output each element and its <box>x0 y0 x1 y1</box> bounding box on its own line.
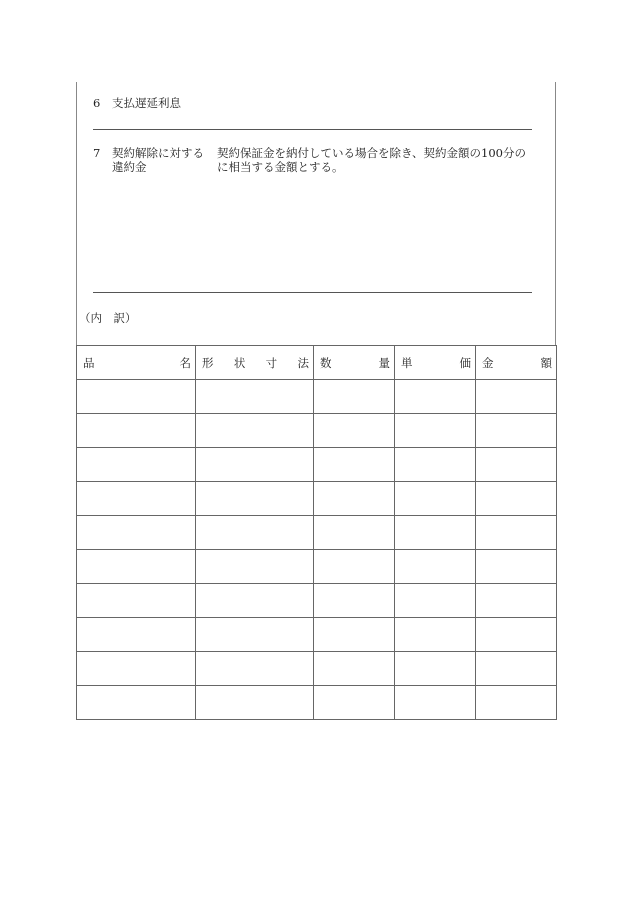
table-row <box>77 652 557 686</box>
table-cell[interactable] <box>196 448 314 482</box>
table-cell[interactable] <box>314 652 395 686</box>
table-cell[interactable] <box>314 448 395 482</box>
table-cell[interactable] <box>314 482 395 516</box>
item-7-body: 契約保証金を納付している場合を除き、契約金額の100分の <box>217 146 526 160</box>
table-cell[interactable] <box>476 516 557 550</box>
table-row <box>77 482 557 516</box>
table-cell[interactable] <box>77 686 196 720</box>
table-cell[interactable] <box>395 584 476 618</box>
header-quantity: 数 量 <box>314 346 395 380</box>
table-cell[interactable] <box>476 652 557 686</box>
table-cell[interactable] <box>196 380 314 414</box>
table-cell[interactable] <box>77 584 196 618</box>
table-cell[interactable] <box>395 380 476 414</box>
table-cell[interactable] <box>196 584 314 618</box>
table-cell[interactable] <box>476 584 557 618</box>
divider-line <box>93 292 532 293</box>
table-cell[interactable] <box>395 482 476 516</box>
table-cell[interactable] <box>314 686 395 720</box>
table-cell[interactable] <box>395 686 476 720</box>
table-cell[interactable] <box>196 516 314 550</box>
table-cell[interactable] <box>77 550 196 584</box>
table-cell[interactable] <box>77 414 196 448</box>
table-cell[interactable] <box>196 414 314 448</box>
item-7-title-line2: 違約金 <box>112 160 147 174</box>
table-cell[interactable] <box>314 550 395 584</box>
item-7-number: 7 <box>93 146 101 160</box>
table-cell[interactable] <box>314 414 395 448</box>
item-7-body-line2: に相当する金額とする。 <box>217 160 344 174</box>
table-cell[interactable] <box>395 652 476 686</box>
table-cell[interactable] <box>476 550 557 584</box>
divider-line <box>93 129 532 130</box>
table-row <box>77 618 557 652</box>
breakdown-label: （内 訳） <box>79 311 137 325</box>
header-amount: 金 額 <box>476 346 557 380</box>
table-cell[interactable] <box>196 686 314 720</box>
header-shape-size: 形 状 寸 法 <box>196 346 314 380</box>
table-cell[interactable] <box>314 584 395 618</box>
table-cell[interactable] <box>77 482 196 516</box>
table-cell[interactable] <box>395 448 476 482</box>
table-cell[interactable] <box>196 550 314 584</box>
table-cell[interactable] <box>77 618 196 652</box>
table-cell[interactable] <box>77 516 196 550</box>
table-cell[interactable] <box>395 516 476 550</box>
table-cell[interactable] <box>314 516 395 550</box>
table-cell[interactable] <box>77 380 196 414</box>
table-cell[interactable] <box>77 652 196 686</box>
table-cell[interactable] <box>395 414 476 448</box>
table-cell[interactable] <box>196 482 314 516</box>
table-row <box>77 414 557 448</box>
table-cell[interactable] <box>476 414 557 448</box>
header-unit-price: 単 価 <box>395 346 476 380</box>
table-row <box>77 380 557 414</box>
header-item-name: 品 名 <box>77 346 196 380</box>
table-cell[interactable] <box>196 652 314 686</box>
table-cell[interactable] <box>476 448 557 482</box>
breakdown-table <box>76 345 557 720</box>
table-cell[interactable] <box>314 380 395 414</box>
table-cell[interactable] <box>395 550 476 584</box>
table-cell[interactable] <box>196 618 314 652</box>
table-cell[interactable] <box>476 686 557 720</box>
table-cell[interactable] <box>476 380 557 414</box>
frame-left-border <box>76 82 77 345</box>
item-7-title: 契約解除に対する <box>112 146 204 160</box>
frame-right-border <box>555 82 556 345</box>
table-row <box>77 448 557 482</box>
item-6-number: 6 <box>93 96 101 110</box>
table-cell[interactable] <box>395 618 476 652</box>
table-row <box>77 550 557 584</box>
table-cell[interactable] <box>476 618 557 652</box>
item-6-title: 支払遅延利息 <box>112 96 181 110</box>
table-row <box>77 516 557 550</box>
table-cell[interactable] <box>476 482 557 516</box>
table-row <box>77 686 557 720</box>
table-cell[interactable] <box>314 618 395 652</box>
table-row <box>77 584 557 618</box>
table-cell[interactable] <box>77 448 196 482</box>
table-header-row <box>77 346 557 380</box>
